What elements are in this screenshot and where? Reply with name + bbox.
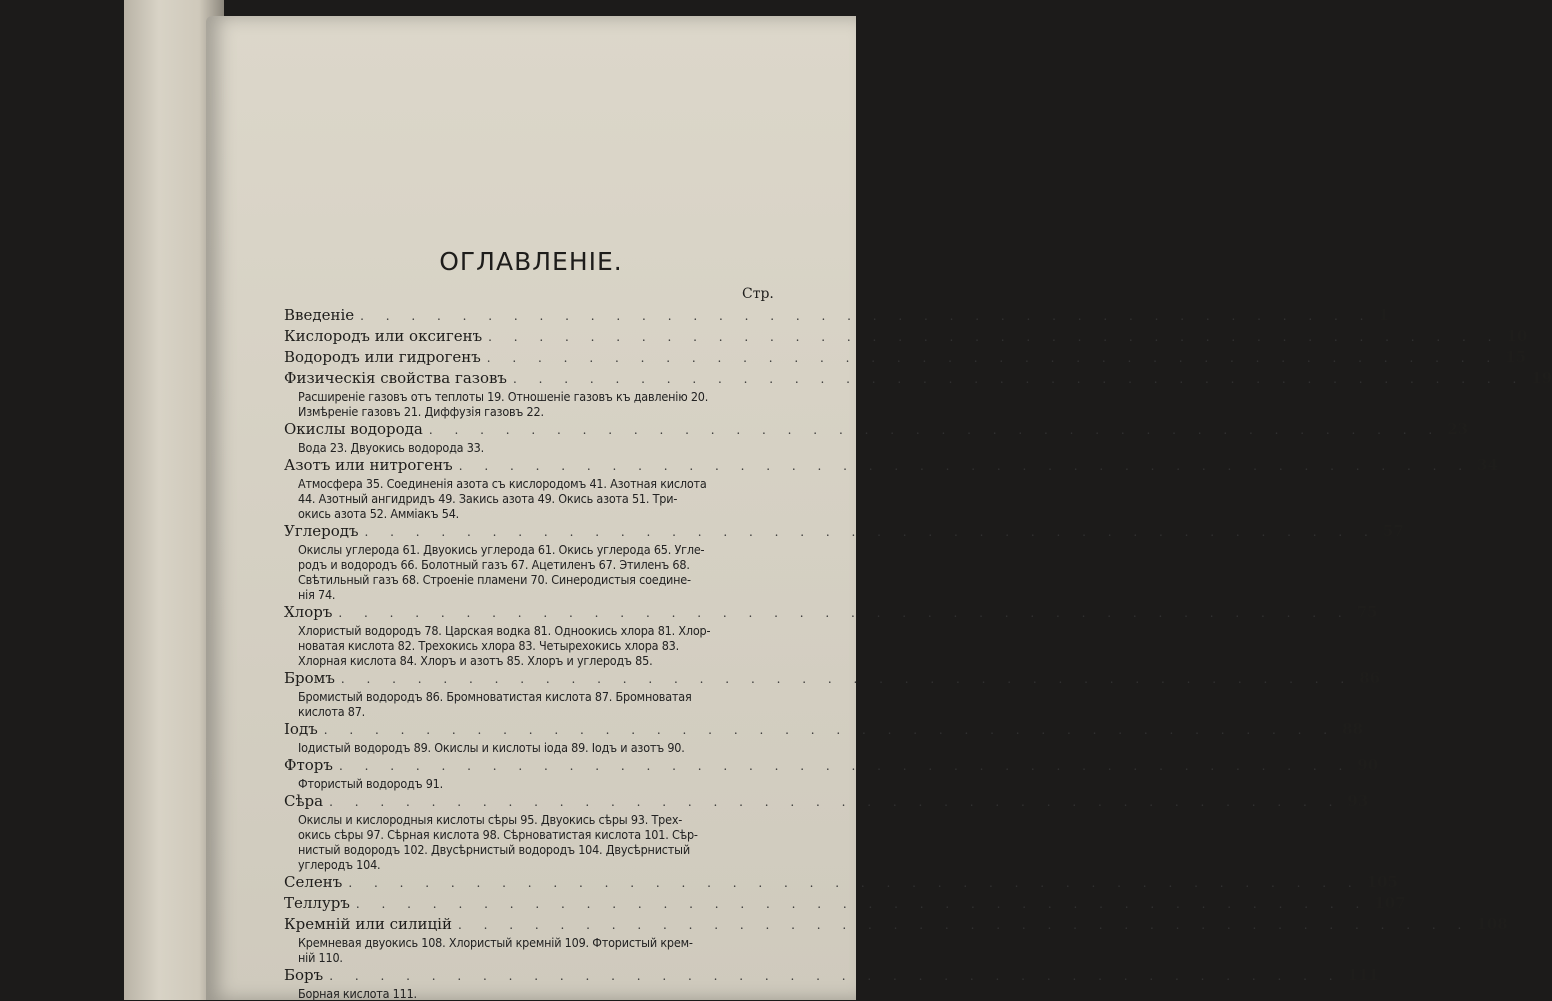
toc-entry-page: 19 bbox=[1531, 369, 1552, 387]
toc-entry-title: Физическія свойства газовъ bbox=[284, 369, 507, 387]
toc-entry bbox=[284, 965, 1379, 986]
toc-entry bbox=[284, 668, 1381, 689]
toc-subentry-line: Кремневая двуокись 108. Хлористый кремній 109. Фтористый крем- bbox=[298, 935, 693, 950]
toc-subentry-line: Іодистый водородъ 89. Окислы и кислоты іода 89. Іодъ и азотъ 90. bbox=[298, 740, 685, 755]
toc-entry bbox=[284, 893, 1406, 914]
toc-subentry-line: Хлористый водородъ 78. Царская водка 81. Одноокись хлора 81. Хлор- bbox=[298, 623, 711, 638]
toc-entry bbox=[284, 755, 1379, 776]
toc-entry bbox=[284, 602, 1378, 623]
dot-leader: . . . . . . . . . . . . . . . . . . . . . . . . . . . . . . . . . . . . . . . . bbox=[329, 969, 1342, 983]
toc-subentry-line: Вода 23. Двуокись водорода 33. bbox=[298, 440, 485, 455]
table-of-contents bbox=[284, 305, 1552, 1001]
toc-entry-page: 1 bbox=[1378, 306, 1389, 324]
toc-subentry-line: Измѣреніе газовъ 21. Диффузія газовъ 22. bbox=[298, 404, 544, 419]
toc-entry-title: Теллуръ bbox=[284, 894, 350, 912]
toc-subentry-line: нистый водородъ 102. Двусѣрнистый водородъ 104. Двусѣрнистый bbox=[298, 842, 690, 857]
toc-subentry-line: нія 74. bbox=[298, 587, 336, 602]
dot-leader: . . . . . . . . . . . . . . . . . . . . . . . . . . . . . . . . . . . . . . . . bbox=[340, 672, 1354, 686]
dot-leader: . . . . . . . . . . . . . . . . . . . . . . . . . . . . . . . . . . . . . . . . bbox=[329, 795, 1342, 809]
toc-entry-page: 107 bbox=[1374, 894, 1406, 912]
toc-entry-title: Фторъ bbox=[284, 756, 333, 774]
dot-leader: . . . . . . . . . . . . . . . . . . . . . . . . . . . . . . . . . . . . . . . . bbox=[458, 459, 1472, 473]
dot-leader: . . . . . . . . . . . . . . . . . . . . . . . . . . . . . . . . . . . . . . . . bbox=[428, 423, 1442, 437]
toc-entry-title: Азотъ или нитрогенъ bbox=[284, 456, 453, 474]
toc-entry-page: 34 bbox=[1477, 456, 1498, 474]
dot-leader: . . . . . . . . . . . . . . . . . . . . . . . . . . . . . . . . . . . . . . . . bbox=[348, 876, 1361, 890]
toc-subentry-line: окись сѣры 97. Сѣрная кислота 98. Сѣрноватистая кислота 101. Сѣр- bbox=[298, 827, 698, 842]
toc-entry bbox=[284, 305, 1389, 326]
toc-entry-page: 108 bbox=[1476, 915, 1508, 933]
toc-subentry-line: родъ и водородъ 66. Болотный газъ 67. Ацетиленъ 67. Этиленъ 68. bbox=[298, 557, 690, 572]
dot-leader: . . . . . . . . . . . . . . . . . . . . . . . . . . . . . . . . . . . . . . . . bbox=[323, 723, 1337, 737]
toc-subentries bbox=[298, 389, 782, 419]
toc-subentry-line: кислота 87. bbox=[298, 704, 366, 719]
toc-subentry-line: Борная кислота 111. bbox=[298, 986, 417, 1001]
toc-subentries bbox=[298, 623, 782, 668]
toc-entry-page: 90 bbox=[1357, 756, 1379, 774]
toc-entry-title: Введеніе bbox=[284, 306, 355, 324]
toc-entry-title: Сѣра bbox=[284, 792, 324, 810]
toc-subentry-line: окись азота 52. Амміакъ 54. bbox=[298, 506, 460, 521]
toc-subentry-line: Свѣтильный газъ 68. Строеніе пламени 70. Синеродистыя соедине- bbox=[298, 572, 691, 587]
toc-subentry-line: Окислы углерода 61. Двуокись углерода 61. Окись углерода 65. Угле- bbox=[298, 542, 705, 557]
toc-entry bbox=[284, 326, 1528, 347]
toc-entry-page: 111 bbox=[1347, 966, 1379, 984]
toc-entry bbox=[284, 791, 1369, 812]
toc-entry-title: Іодъ bbox=[284, 720, 318, 738]
toc-subentries bbox=[298, 689, 782, 719]
toc-entry-title: Окислы водорода bbox=[284, 420, 423, 438]
toc-entry bbox=[284, 368, 1552, 389]
dot-leader: . . . . . . . . . . . . . . . . . . . . . . . . . . . . . . . . . . . . . . . . bbox=[338, 759, 1352, 773]
toc-subentry-line: углеродъ 104. bbox=[298, 857, 381, 872]
toc-subentries bbox=[298, 776, 782, 791]
dot-leader: . . . . . . . . . . . . . . . . . . . . . . . . . . . . . . . . . . . . . . . . bbox=[360, 309, 1373, 323]
toc-subentry-line: новатая кислота 82. Трехокись хлора 83. Четырехокись хлора 83. bbox=[298, 638, 679, 653]
toc-entry-page: 86 bbox=[1359, 669, 1381, 687]
toc-entry-page: 93 bbox=[1347, 792, 1369, 810]
toc-entry bbox=[284, 419, 1469, 440]
toc-entry bbox=[284, 872, 1398, 893]
toc-entry-page: 88 bbox=[1342, 720, 1363, 738]
dot-leader: . . . . . . . . . . . . . . . . . . . . . . . . . . . . . . . . . . . . . . . . bbox=[512, 372, 1526, 386]
toc-entry-title: Бромъ bbox=[284, 669, 335, 687]
toc-subentry-line: Атмосфера 35. Соединенія азота съ кислородомъ 41. Азотная кислота bbox=[298, 476, 707, 491]
dot-leader: . . . . . . . . . . . . . . . . . . . . . . . . . . . . . . . . . . . . . . . . bbox=[355, 897, 1369, 911]
toc-entry-page: 23 bbox=[1447, 420, 1469, 438]
dot-leader: . . . . . . . . . . . . . . . . . . . . . . . . . . . . . . . . . . . . . . . . bbox=[338, 606, 1351, 620]
toc-entry bbox=[284, 455, 1498, 476]
toc-entry-title: Водородъ или гидрогенъ bbox=[284, 348, 481, 366]
toc-entry-title: Углеродъ bbox=[284, 522, 359, 540]
dot-leader: . . . . . . . . . . . . . . . . . . . . . . . . . . . . . . . . . . . . . . . . bbox=[488, 330, 1501, 344]
toc-subentry-line: Хлорная кислота 84. Хлоръ и азотъ 85. Хлоръ и углеродъ 85. bbox=[298, 653, 653, 668]
toc-subentries bbox=[298, 542, 782, 602]
toc-entry-title: Кислородъ или оксигенъ bbox=[284, 327, 483, 345]
toc-entry-page: 57 bbox=[1382, 522, 1404, 540]
dot-leader: . . . . . . . . . . . . . . . . . . . . . . . . . . . . . . . . . . . . . . . . bbox=[457, 918, 1471, 932]
toc-subentry-line: 44. Азотный ангидридъ 49. Закись азота 49. Окись азота 51. Три- bbox=[298, 491, 678, 506]
toc-entry bbox=[284, 521, 1404, 542]
toc-entry-page: 105 bbox=[1366, 873, 1398, 891]
dot-leader: . . . . . . . . . . . . . . . . . . . . . . . . . . . . . . . . . . . . . . . . bbox=[364, 525, 1377, 539]
toc-entry-page: 10 bbox=[1506, 327, 1528, 345]
toc-entry bbox=[284, 719, 1363, 740]
toc-entry-title: Боръ bbox=[284, 966, 324, 984]
toc-entry bbox=[284, 347, 1527, 368]
toc-entry-title: Кремній или силицій bbox=[284, 915, 452, 933]
toc-subentries bbox=[298, 440, 782, 455]
toc-subentry-line: Расширеніе газовъ отъ теплоты 19. Отношеніе газовъ къ давленію 20. bbox=[298, 389, 709, 404]
toc-subentries bbox=[298, 476, 782, 521]
toc-subentry-line: Бромистый водородъ 86. Бромноватистая кислота 87. Бромноватая bbox=[298, 689, 692, 704]
toc-subentry-line: Окислы и кислородныя кислоты сѣры 95. Двуокись сѣры 93. Трех- bbox=[298, 812, 683, 827]
toc-entry-page: 15 bbox=[1505, 348, 1527, 366]
toc-entry-title: Селенъ bbox=[284, 873, 343, 891]
page-column-label: Стр. bbox=[742, 286, 774, 302]
dot-leader: . . . . . . . . . . . . . . . . . . . . . . . . . . . . . . . . . . . . . . . . bbox=[486, 351, 1500, 365]
toc-subentries bbox=[298, 812, 782, 872]
toc-subentry-line: Фтористый водородъ 91. bbox=[298, 776, 443, 791]
toc-subentries bbox=[298, 740, 782, 755]
toc-subentries bbox=[298, 935, 782, 965]
toc-entry-page: 75 bbox=[1356, 603, 1378, 621]
toc-subentries bbox=[298, 986, 782, 1001]
page-title: ОГЛАВЛЕНІЕ. bbox=[439, 246, 623, 276]
toc-entry-title: Хлоръ bbox=[284, 603, 333, 621]
toc-entry bbox=[284, 914, 1508, 935]
toc-subentry-line: ній 110. bbox=[298, 950, 343, 965]
